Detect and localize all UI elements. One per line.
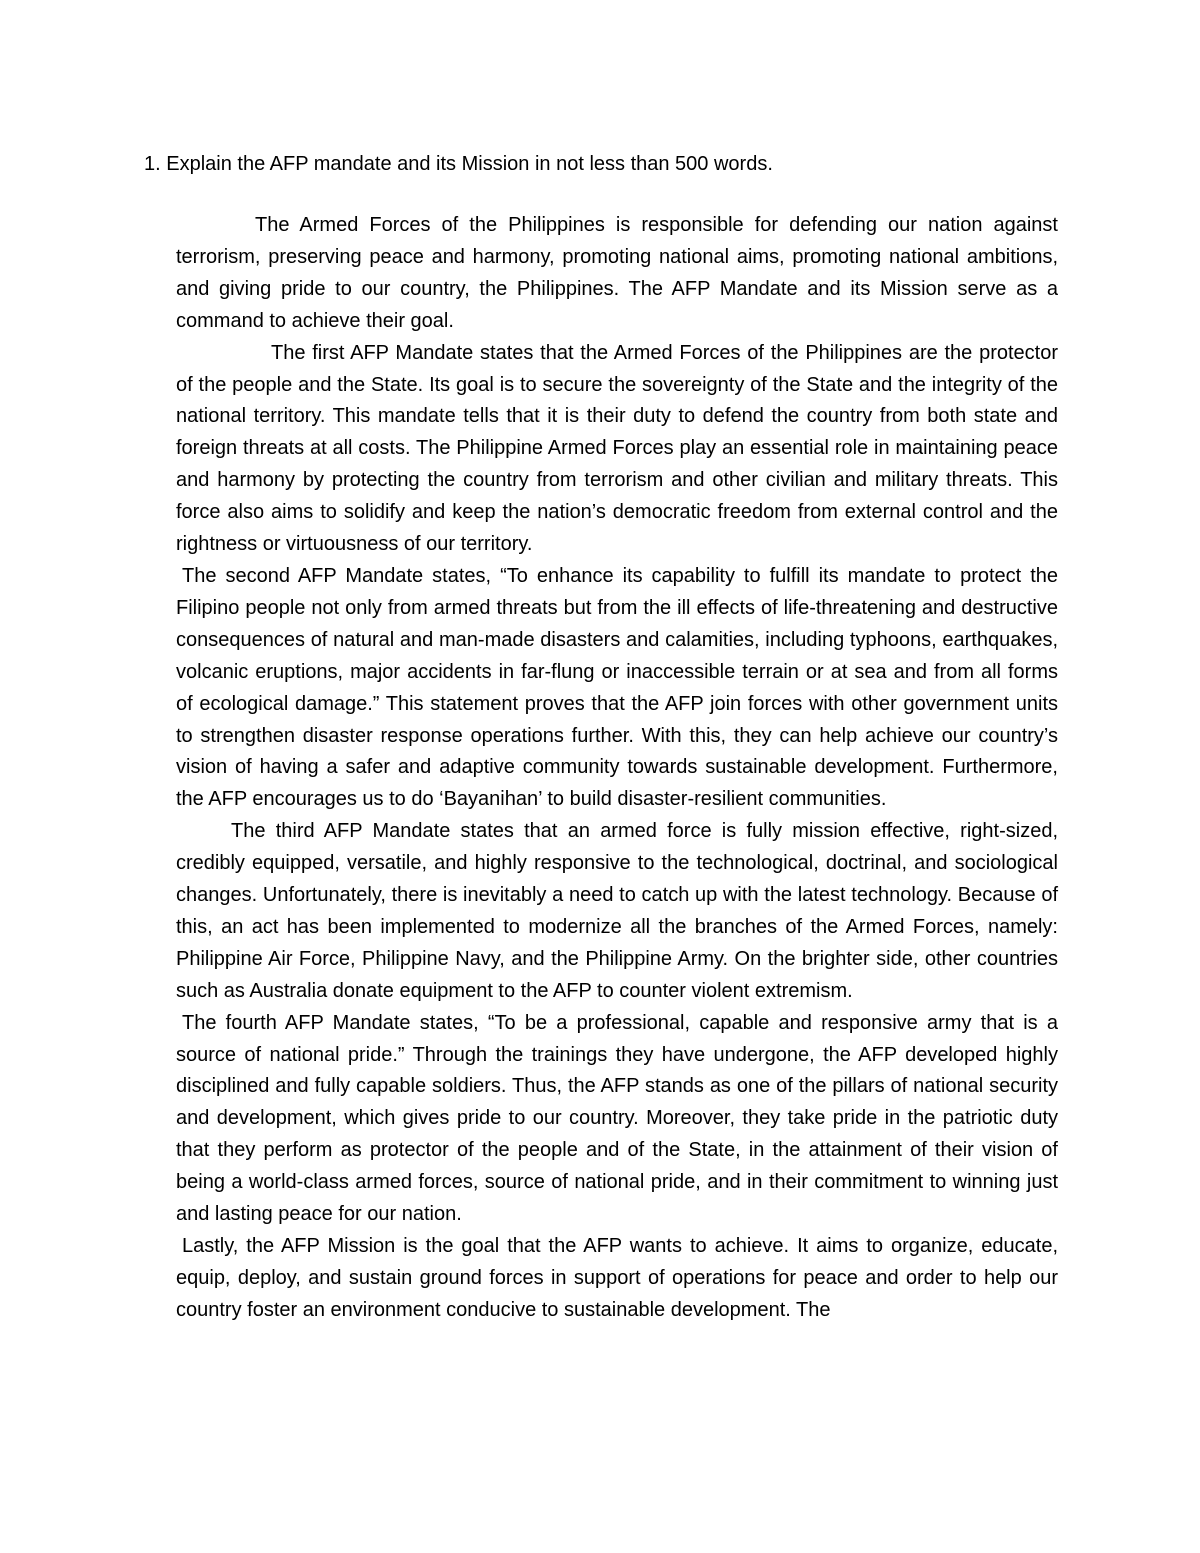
- paragraph-third-mandate: The third AFP Mandate states that an armed force is fully mission effective, right-sized, credibly equipped, versatile, and highly responsive to the technological, doctrinal, and sociological changes. Unfortunately, there is inevitably a need to catch up with the latest technology. Because of this, an act has been implemented to modernize all the branches of the Armed Forces, namely: Philippine Air Force, Philippine Navy, and the Philippine Army. On the brighter side, other countries such as Australia donate equipment to the AFP to counter violent extremism.: [176, 820, 1058, 1002]
- paragraph-first-mandate: The first AFP Mandate states that the Armed Forces of the Philippines are the protector of the people and the State. Its goal is to secure the sovereignty of the State and the integrity of the national territory. This mandate tells that it is their duty to defend the country from both state and foreign threats at all costs. The Philippine Armed Forces play an essential role in maintaining peace and harmony by protecting the country from terrorism and other civilian and military threats. This force also aims to solidify and keep the nation’s democratic freedom from external control and the rightness or virtuousness of our territory.: [176, 341, 1058, 556]
- paragraph-intro: The Armed Forces of the Philippines is responsible for defending our nation against terrorism, preserving peace and harmony, promoting national aims, promoting national ambitions, and giving pride to our country, the Philippines. The AFP Mandate and its Mission serve as a command to achieve their goal.: [176, 214, 1058, 332]
- paragraph-fourth-mandate: The fourth AFP Mandate states, “To be a professional, capable and responsive army that is a source of national pride.” Through the trainings they have undergone, the AFP developed highly disciplined and fully capable soldiers. Thus, the AFP stands as one of the pillars of national security and development, which gives pride to our country. Moreover, they take pride in the patriotic duty that they perform as protector of the people and of the State, in the attainment of their vision of being a world-class armed forces, source of national pride, and in their commitment to winning just and lasting peace for our nation.: [176, 1011, 1058, 1226]
- essay-body: [176, 210, 1058, 1327]
- paragraph-second-mandate: The second AFP Mandate states, “To enhance its capability to fulfill its mandate to protect the Filipino people not only from armed threats but from the ill effects of life-threatening and destructive consequences of natural and man-made disasters and calamities, including typhoons, earthquakes, volcanic eruptions, major accidents in far-flung or inaccessible terrain or at sea and from all forms of ecological damage.” This statement proves that the AFP join forces with other government units to strengthen disaster response operations further. With this, they can help achieve our country’s vision of having a safer and adaptive community towards sustainable development. Furthermore, the AFP encourages us to do ‘Bayanihan’ to build disaster-resilient communities.: [176, 564, 1058, 811]
- paragraph-mission: Lastly, the AFP Mission is the goal that the AFP wants to achieve. It aims to organize, educate, equip, deploy, and sustain ground forces in support of operations for peace and order to help our country foster an environment conducive to sustainable development. The: [176, 1235, 1058, 1321]
- question-heading: 1. Explain the AFP mandate and its Mission in not less than 500 words.: [144, 153, 773, 175]
